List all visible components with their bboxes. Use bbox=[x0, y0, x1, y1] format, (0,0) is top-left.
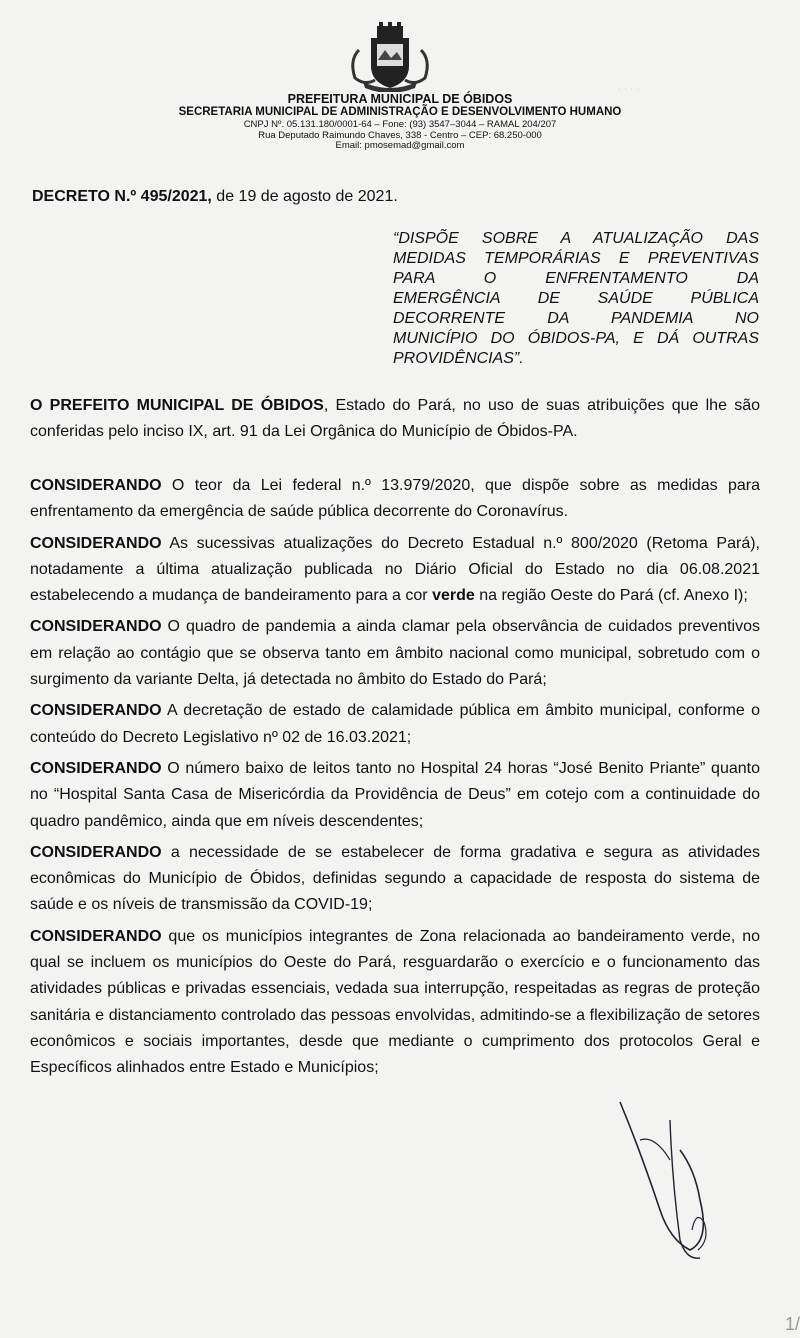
letterhead bbox=[0, 92, 800, 152]
considerando-text: a necessidade de se estabelecer de forma gradativa e segura as atividades econômicas do Município de Óbidos, definidas segundo a capacidade de resposta do sistema de saúde e os níveis de transmissão da COVID-19; bbox=[30, 843, 760, 914]
ementa bbox=[393, 229, 759, 369]
considerando-text: O quadro de pandemia a ainda clamar pela observância de cuidados preventivos em relação ao contágio que se observa tanto em âmbito nacional como municipal, sobretudo com o surgimento da variante Delta, já detectada no âmbito do Estado do Pará; bbox=[30, 618, 760, 689]
considerando-keyword: CONSIDERANDO bbox=[30, 477, 162, 494]
department-name: SECRETARIA MUNICIPAL DE ADMINISTRAÇÃO E DESENVOLVIMENTO HUMANO bbox=[178, 106, 622, 119]
ementa-line: “DISPÕE SOBRE A ATUALIZAÇÃO DAS bbox=[393, 230, 759, 247]
considerandos bbox=[30, 473, 760, 1087]
decree-date: de 19 de agosto de 2021. bbox=[211, 188, 398, 205]
considerando-text: O teor da Lei federal n.º 13.979/2020, que dispõe sobre as medidas para enfrentamento da emergência de saúde pública decorrente do Coronavírus. bbox=[30, 477, 760, 521]
considerando-item bbox=[30, 756, 760, 835]
email-line: Email: pmosemad@gmail.com bbox=[335, 140, 465, 152]
page-number: 1/ bbox=[784, 1314, 800, 1334]
considerando-keyword: CONSIDERANDO bbox=[30, 618, 162, 636]
considerando-item bbox=[30, 614, 760, 693]
ementa-line: DECORRENTE DA PANDEMIA NO bbox=[393, 310, 759, 327]
considerando-text: na região Oeste do Pará (cf. Anexo I); bbox=[474, 587, 748, 605]
mayor-title: O PREFEITO MUNICIPAL DE ÓBIDOS bbox=[30, 397, 324, 414]
considerando-keyword: CONSIDERANDO bbox=[30, 843, 162, 861]
handwritten-signature-icon bbox=[600, 1090, 740, 1290]
considerando-keyword: CONSIDERANDO bbox=[30, 702, 162, 720]
decree-title bbox=[32, 188, 398, 206]
org-name: PREFEITURA MUNICIPAL DE ÓBIDOS bbox=[287, 92, 513, 106]
coat-of-arms-icon bbox=[345, 20, 435, 92]
scan-artifact: · · · · bbox=[618, 86, 641, 93]
address-line: Rua Deputado Raimundo Chaves, 338 - Centro – CEP: 68.250-000 bbox=[258, 129, 542, 141]
considerando-highlight: verde bbox=[432, 587, 475, 605]
considerando-text: As sucessivas atualizações do Decreto Estadual n.º 800/2020 (Retoma Pará), notadamente a última atualização publicada no Diário Oficial do Estado no dia 06.08.2021 estabelecendo a mudança de bandeiramento para a cor bbox=[30, 534, 760, 605]
considerando-item bbox=[30, 840, 760, 919]
considerando-keyword: CONSIDERANDO bbox=[30, 927, 162, 945]
ementa-line: MEDIDAS TEMPORÁRIAS E PREVENTIVAS bbox=[393, 250, 759, 267]
intro-text: , Estado do Pará, no uso de suas atribuições que lhe são conferidas pelo inciso IX, art. 91 da Lei Orgânica do Município de Óbidos-PA. bbox=[30, 397, 760, 441]
considerando-text: que os municípios integrantes de Zona relacionada ao bandeiramento verde, no qual se incluem os municípios do Oeste do Pará, resguardarão o exercício e o funcionamento das atividades públicas e privadas essenciais, vedada sua interrupção, respeitadas as regras de proteção sanitária e distanciamento controlado das pessoas envolvidas, admitindo-se a flexibilização de setores econômicos e sociais importantes, desde que mediante o cumprimento dos protocolos Geral e Específicos alinhados entre Estado e Municípios; bbox=[30, 927, 760, 1077]
considerando-keyword: CONSIDERANDO bbox=[30, 534, 162, 552]
ementa-line: PARA O ENFRENTAMENTO DA bbox=[393, 270, 759, 287]
considerando-item bbox=[30, 531, 760, 610]
ementa-line: MUNICÍPIO DO ÓBIDOS-PA, E DÁ OUTRAS bbox=[393, 330, 759, 347]
ementa-line: EMERGÊNCIA DE SAÚDE PÚBLICA bbox=[393, 290, 759, 307]
considerando-item bbox=[30, 698, 760, 751]
considerando-keyword: CONSIDERANDO bbox=[30, 759, 162, 777]
considerando-text: O número baixo de leitos tanto no Hospital 24 horas “José Benito Priante” quanto no “Hospital Santa Casa de Misericórdia da Providência de Deus” em cotejo com a continuidade do quadro pandêmico, ainda que em níveis descendentes; bbox=[30, 759, 760, 830]
considerando-text: A decretação de estado de calamidade pública em âmbito municipal, conforme o conteúdo do Decreto Legislativo nº 02 de 16.03.2021; bbox=[30, 702, 760, 746]
considerando-item bbox=[30, 924, 760, 1082]
intro-paragraph bbox=[30, 393, 760, 451]
ementa-line: PROVIDÊNCIAS”. bbox=[393, 350, 524, 367]
considerando-item bbox=[30, 473, 760, 526]
decree-number: DECRETO N.º 495/2021, bbox=[32, 188, 212, 205]
cnpj-line: CNPJ Nº. 05.131.180/0001-64 – Fone: (93) 3547–3044 – RAMAL 204/207 bbox=[243, 118, 557, 130]
